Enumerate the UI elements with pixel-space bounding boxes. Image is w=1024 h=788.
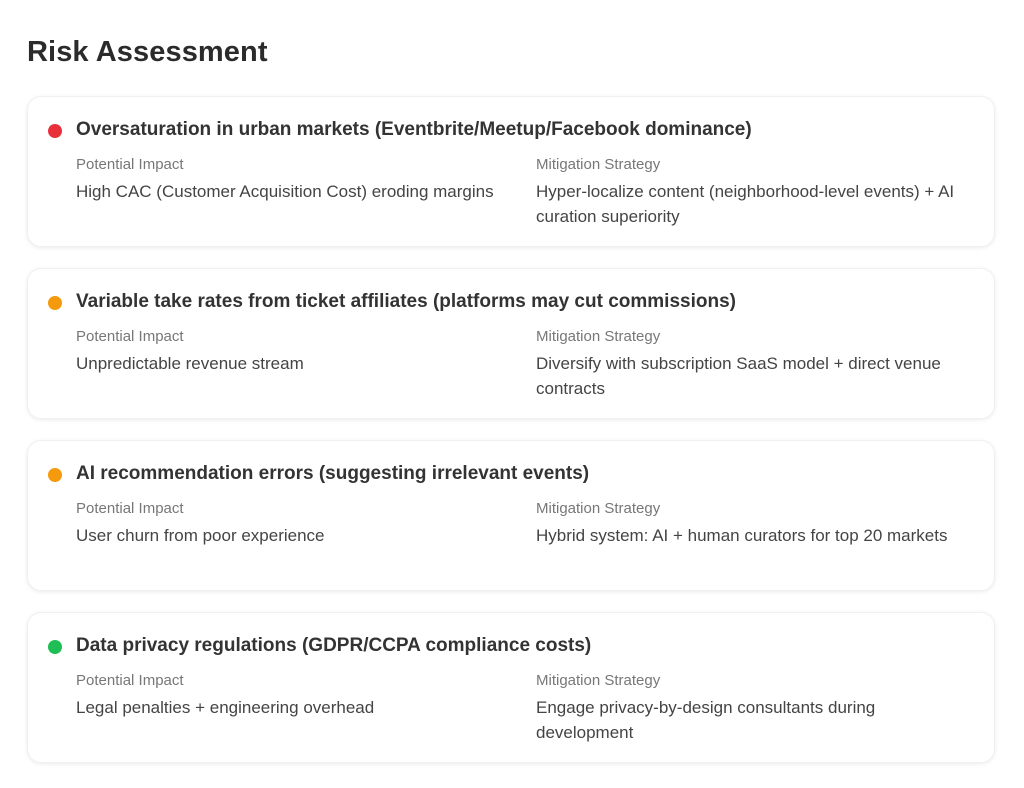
risk-title: Oversaturation in urban markets (Eventbrite/Meetup/Facebook dominance) [76,119,752,140]
impact-value: High CAC (Customer Acquisition Cost) eroding margins [76,182,494,201]
risk-card-ai-errors [27,440,995,591]
risk-card-data-privacy [27,612,995,763]
impact-label: Potential Impact [76,500,184,517]
impact-label: Potential Impact [76,328,184,345]
impact-section [76,499,516,548]
mitigation-label: Mitigation Strategy [536,500,661,517]
mitigation-section [536,499,976,548]
risk-card-take-rates [27,268,995,419]
impact-section [76,671,516,720]
mitigation-value: Hybrid system: AI + human curators for top 20 markets [536,526,948,545]
risk-title: AI recommendation errors (suggesting irrelevant events) [76,463,590,484]
mitigation-value: Hyper-localize content (neighborhood-level events) + AI curation superiority [536,182,955,226]
risk-card-oversaturation [27,96,995,247]
severity-high-dot-icon [48,124,62,138]
severity-low-dot-icon [48,640,62,654]
mitigation-label: Mitigation Strategy [536,156,661,173]
mitigation-section [536,327,976,401]
impact-label: Potential Impact [76,672,184,689]
impact-label: Potential Impact [76,156,184,173]
mitigation-section [536,671,976,745]
impact-value: User churn from poor experience [76,526,325,545]
impact-value: Legal penalties + engineering overhead [76,698,375,717]
mitigation-value: Diversify with subscription SaaS model + direct venue contracts [536,354,941,398]
mitigation-section [536,155,976,229]
risk-list [27,96,995,784]
mitigation-value: Engage privacy-by-design consultants during development [536,698,876,742]
impact-section [76,327,516,376]
risk-title: Variable take rates from ticket affiliates (platforms may cut commissions) [76,291,736,312]
severity-medium-dot-icon [48,468,62,482]
severity-medium-dot-icon [48,296,62,310]
mitigation-label: Mitigation Strategy [536,672,661,689]
impact-section [76,155,516,204]
risk-title: Data privacy regulations (GDPR/CCPA compliance costs) [76,635,592,656]
impact-value: Unpredictable revenue stream [76,354,304,373]
mitigation-label: Mitigation Strategy [536,328,661,345]
page-title: Risk Assessment [27,36,268,68]
